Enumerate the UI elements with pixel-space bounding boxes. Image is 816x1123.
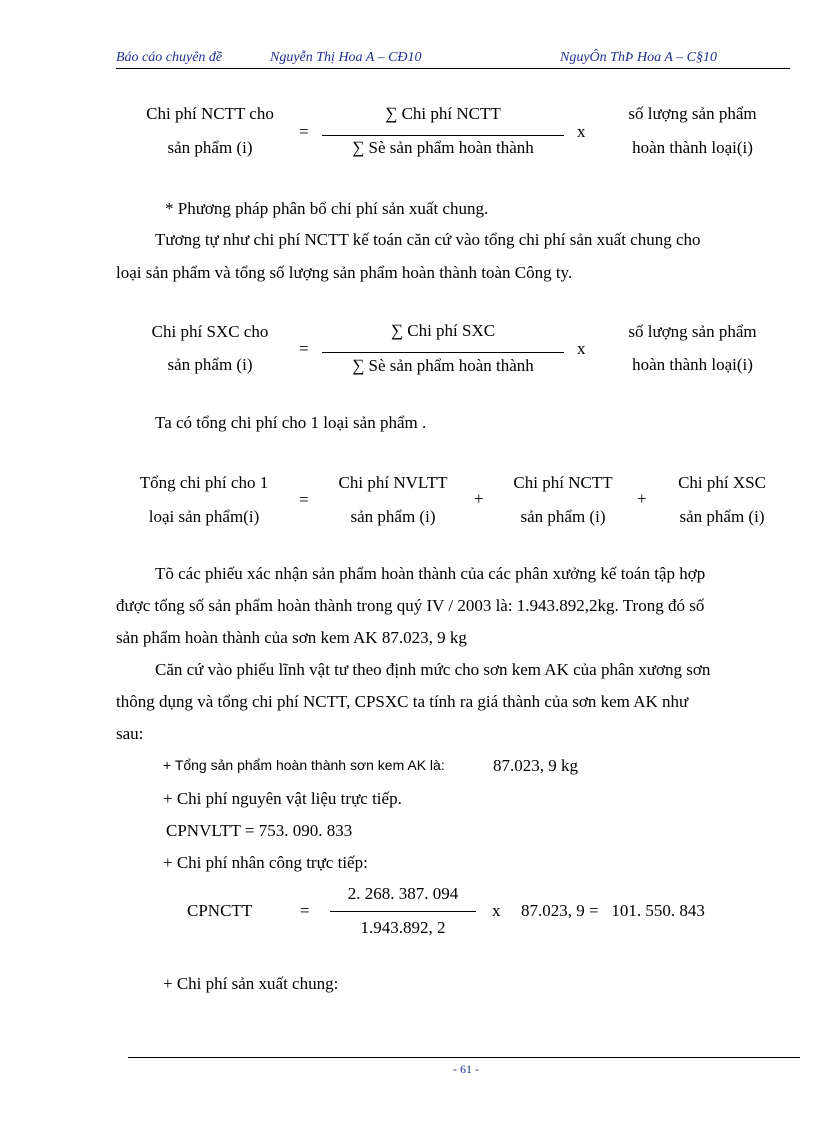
paragraph-method-sxc: * Phương pháp phân bổ chi phí sản xuất chung. [165, 199, 489, 218]
paragraph-basis-3: sau: [116, 724, 144, 743]
sxc-lhs-1: Chi phí SXC cho [151, 322, 269, 341]
paragraph-similar-1: Tương tự như chi phí NCTT kế toán căn cứ vào tổng chi phí sản xuất chung cho [155, 230, 701, 249]
header-rule [116, 68, 790, 69]
ncct-rhs-2: hoàn thành loại(i) [632, 138, 753, 157]
item-general-cost: + Chi phí sản xuất chung: [163, 974, 339, 993]
footer-rule [128, 1057, 800, 1058]
total-term2-1: Chi phí NCTT [513, 473, 613, 492]
total-term1-1: Chi phí NVLTT [338, 473, 448, 492]
page-number: - 61 - [453, 1062, 479, 1076]
ncct-numerator: ∑ Chi phí NCTT [385, 104, 501, 123]
header-mid: Nguyễn Thị Hoa A – CĐ10 [270, 50, 422, 65]
ncct-rhs-1: số lượng sản phẩm [628, 104, 757, 123]
sxc-numerator: ∑ Chi phí SXC [390, 321, 496, 340]
sxc-equals: = [299, 339, 309, 358]
total-lhs-1: Tổng chi phí cho 1 [139, 473, 269, 492]
cpnctt-denominator: 1.943.892, 2 [360, 918, 446, 937]
total-product-label: + Tổng sản phẩm hoàn thành sơn kem AK là: [163, 757, 445, 773]
total-equals: = [299, 490, 309, 509]
cpnctt-equals: = [300, 901, 310, 920]
sxc-times: x [577, 339, 586, 358]
ncct-lhs-1: Chi phí NCTT cho [146, 104, 274, 123]
ncct-equals: = [299, 122, 309, 141]
cpnctt-result: 87.023, 9 = 101. 550. 843 [521, 901, 705, 920]
sxc-denominator: ∑ Sè sản phẩm hoàn thành [352, 356, 534, 375]
paragraph-basis-2: thông dụng và tổng chi phí NCTT, CPSXC ta tính ra giá thành của sơn kem AK như [116, 692, 689, 711]
total-term3-1: Chi phí XSC [678, 473, 766, 492]
total-term3-2: sản phẩm (i) [679, 507, 765, 526]
total-plus-2: + [637, 489, 647, 508]
cpnctt-fraction-bar [330, 911, 476, 912]
cpnctt-lhs: CPNCTT [187, 901, 253, 920]
total-lhs-2: loại sản phẩm(i) [148, 507, 260, 526]
total-plus-1: + [474, 489, 484, 508]
paragraph-similar-2: loại sản phẩm và tổng số lượng sản phẩm hoàn thành toàn Công ty. [116, 263, 573, 282]
ncct-denominator: ∑ Sè sản phẩm hoàn thành [352, 138, 534, 157]
paragraph-basis-1: Căn cứ vào phiếu lĩnh vật tư theo định mức cho sơn kem AK của phân xương sơn [155, 660, 711, 679]
sxc-rhs-1: số lượng sản phẩm [628, 322, 757, 341]
total-product-value: 87.023, 9 kg [493, 756, 578, 775]
total-term2-2: sản phẩm (i) [520, 507, 606, 526]
cpnvltt-value: CPNVLTT = 753. 090. 833 [166, 821, 353, 840]
paragraph-total-intro: Ta có tổng chi phí cho 1 loại sản phẩm . [155, 413, 427, 432]
item-material-cost: + Chi phí nguyên vật liệu trực tiếp. [163, 789, 402, 808]
header-left: Báo cáo chuyên đề [116, 50, 223, 65]
paragraph-receipts-3: sản phẩm hoàn thành của sơn kem AK 87.023, 9 kg [116, 628, 467, 647]
sxc-fraction-bar [322, 352, 564, 353]
ncct-times: x [577, 122, 586, 141]
ncct-fraction-bar [322, 135, 564, 136]
total-term1-2: sản phẩm (i) [350, 507, 436, 526]
sxc-lhs-2: sản phẩm (i) [167, 355, 253, 374]
cpnctt-times: x [492, 901, 501, 920]
cpnctt-numerator: 2. 268. 387. 094 [347, 884, 459, 903]
ncct-lhs-2: sản phẩm (i) [167, 138, 253, 157]
paragraph-receipts-1: Tõ các phiếu xác nhận sản phẩm hoàn thành của các phân xưởng kế toán tập hợp [155, 564, 706, 583]
sxc-rhs-2: hoàn thành loại(i) [632, 355, 753, 374]
item-labor-cost: + Chi phí nhân công trực tiếp: [163, 853, 368, 872]
header-right: NguyÔn ThÞ Hoa A – C§10 [560, 50, 717, 65]
paragraph-receipts-2: được tổng số sản phẩm hoàn thành trong quý IV / 2003 là: 1.943.892,2kg. Trong đó số [116, 596, 705, 615]
